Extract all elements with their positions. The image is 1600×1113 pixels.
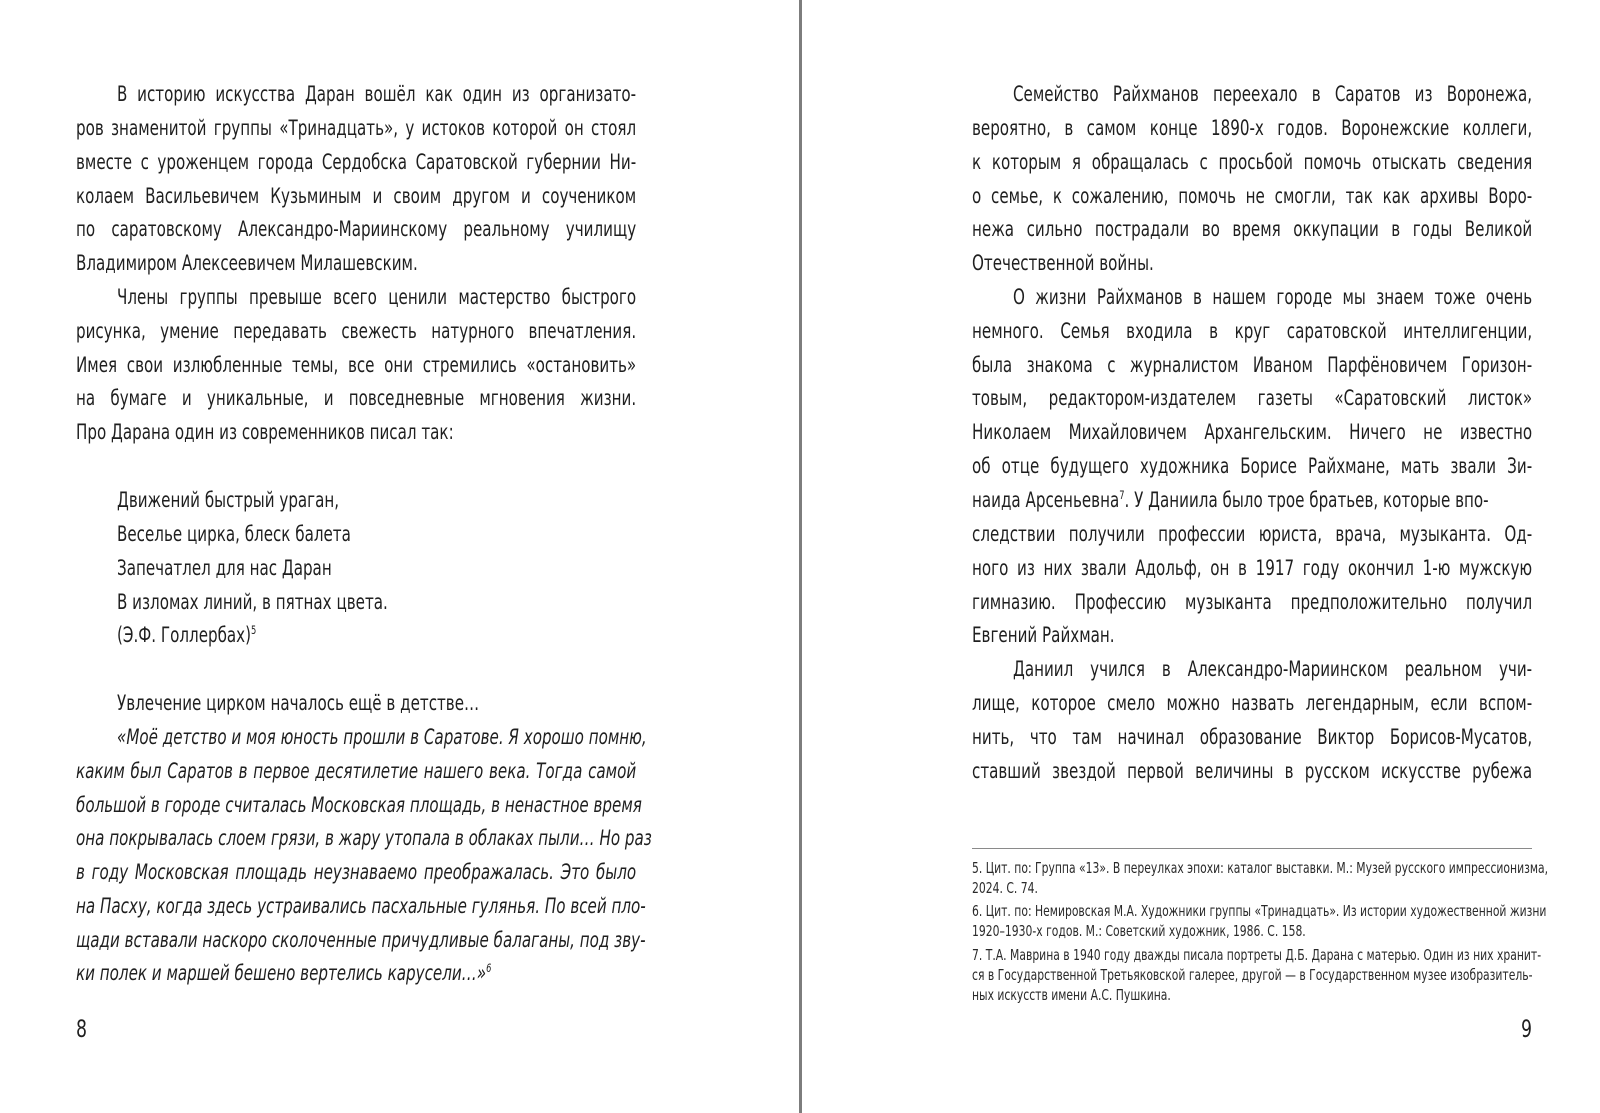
text-line: лище, которое смело можно назвать легендарным, если вспом- (972, 691, 1533, 715)
verse-attribution (117, 618, 549, 652)
text-line: Про Дарана один из современников писал так: (76, 420, 454, 444)
text-fragment: наида Арсеньевна (972, 488, 1120, 512)
text-line: колаем Васильевичем Кузьминым и своим другом и соучеником (76, 184, 637, 208)
text-line: Семейство Райхманов переехало в Саратов из Воронежа, (1013, 82, 1533, 106)
text-line: «Моё детство и моя юность прошли в Саратове. Я хорошо помню, (117, 725, 647, 749)
right-page (802, 0, 1600, 1113)
quote-text: ки полек и маршей бешено вертелись карусели…» (76, 961, 487, 985)
text-line: Владимиром Алексеевичем Милашевским. (76, 251, 418, 275)
footnote-ref[interactable]: 7 (1119, 487, 1125, 502)
footnote-line: 6. Цит. по: Немировская М.А. Художники группы «Тринадцать». Из истории художественной жизни (972, 902, 1547, 920)
text-line: Евгений Райхман. (972, 623, 1115, 647)
text-line: к которым я обращалась с просьбой помочь отыскать сведения (972, 150, 1533, 174)
text-line: немного. Семья входила в круг саратовской интеллигенции, (972, 319, 1533, 343)
text-line: она покрывалась слоем грязи, в жару утопала в облаках пыли… Но раз (76, 826, 652, 850)
text-line (972, 483, 1532, 517)
text-line: В историю искусства Даран вошёл как один из организато- (117, 82, 637, 106)
text-line: О жизни Райхманов в нашем городе мы знаем тоже очень (1013, 285, 1533, 309)
text-line: большой в городе считалась Московская площадь, в ненастное время (76, 793, 642, 817)
footnote-line: 2024. С. 74. (972, 879, 1038, 897)
text-line: ставший звездой первой величины в русском искусстве рубежа (972, 759, 1533, 783)
text-line: на Пасху, когда здесь устраивались пасхальные гулянья. По всей пло- (76, 894, 646, 918)
text-line: об отце будущего художника Борисе Райхмане, мать звали Зи- (972, 454, 1533, 478)
footnote-ref[interactable]: 6 (486, 960, 492, 975)
page-number: 9 (1521, 1015, 1533, 1043)
text-line: гимназию. Профессию музыканта предположительно получил (972, 590, 1533, 614)
verse-line: Запечатлел для нас Даран (117, 556, 332, 580)
text-line (76, 956, 636, 990)
text-line: щади вставали наскоро сколоченные причудливые балаганы, под зву- (76, 928, 646, 952)
footnote-line: ся в Государственной Третьяковской галерее, другой — в Государственном музее изобразитель- (972, 966, 1533, 984)
text-line: в году Московская площадь неузнаваемо преображалась. Это было (76, 860, 637, 884)
text-line: Николаем Михайловичем Архангельским. Ничего не известно (972, 420, 1533, 444)
text-line: нить, что там начинал образование Виктор Борисов-Мусатов, (972, 725, 1533, 749)
footnote-ref[interactable]: 5 (251, 622, 257, 637)
text-line: Имея свои излюбленные темы, все они стремились «остановить» (76, 353, 637, 377)
left-page (0, 0, 799, 1113)
text-line: нежа сильно пострадали во время оккупации в годы Великой (972, 217, 1533, 241)
text-line: Даниил учился в Александро-Мариинском реальном учи- (1013, 657, 1533, 681)
footnote-line: 7. Т.А. Маврина в 1940 году дважды писала портреты Д.Б. Дарана с матерью. Один из них хранит- (972, 946, 1542, 964)
text-line: следствии получили профессии юриста, врача, музыканта. Од- (972, 522, 1533, 546)
text-line: каким был Саратов в первое десятилетие нашего века. Тогда самой (76, 759, 637, 783)
text-line: вместе с уроженцем города Сердобска Саратовской губернии Ни- (76, 150, 637, 174)
verse-line: Веселье цирка, блеск балета (117, 522, 351, 546)
footnote-line: 5. Цит. по: Группа «13». В переулках эпохи: каталог выставки. М.: Музей русского импрессионизма, (972, 859, 1549, 877)
verse-line: В изломах линий, в пятнах цвета. (117, 590, 388, 614)
text-line: вероятно, в самом конце 1890-х годов. Воронежские коллеги, (972, 116, 1533, 140)
text-line: по саратовскому Александро-Мариинскому реальному училищу (76, 217, 637, 241)
text-line: ров знаменитой группы «Тринадцать», у истоков которой он стоял (76, 116, 637, 140)
text-line: рисунка, умение передавать свежесть натурного впечатления. (76, 319, 637, 343)
verse-line: Движений быстрый ураган, (117, 488, 340, 512)
text-line: ного из них звали Адольф, он в 1917 году окончил 1-ю мужскую (972, 556, 1533, 580)
text-line: о семье, к сожалению, помочь не смогли, так как архивы Воро- (972, 184, 1533, 208)
attribution-text: (Э.Ф. Голлербах) (117, 623, 252, 647)
footnote-line: ных искусств имени А.С. Пушкина. (972, 986, 1171, 1004)
page-number: 8 (76, 1015, 88, 1043)
text-line: Члены группы превыше всего ценили мастерство быстрого (117, 285, 637, 309)
text-line: была знакома с журналистом Иваном Парфёновичем Горизон- (972, 353, 1533, 377)
footnote-separator (972, 848, 1532, 849)
text-line: Отечественной войны. (972, 251, 1154, 275)
text-fragment: . У Даниила было трое братьев, которые впо- (1124, 488, 1489, 512)
text-line: товым, редактором-издателем газеты «Саратовский листок» (972, 386, 1533, 410)
text-line: на бумаге и уникальные, и повседневные мгновения жизни. (76, 386, 637, 410)
paragraph: Увлечение цирком началось ещё в детстве… (117, 691, 480, 715)
footnote-line: 1920–1930-х годов. М.: Советский художник, 1986. С. 158. (972, 922, 1306, 940)
